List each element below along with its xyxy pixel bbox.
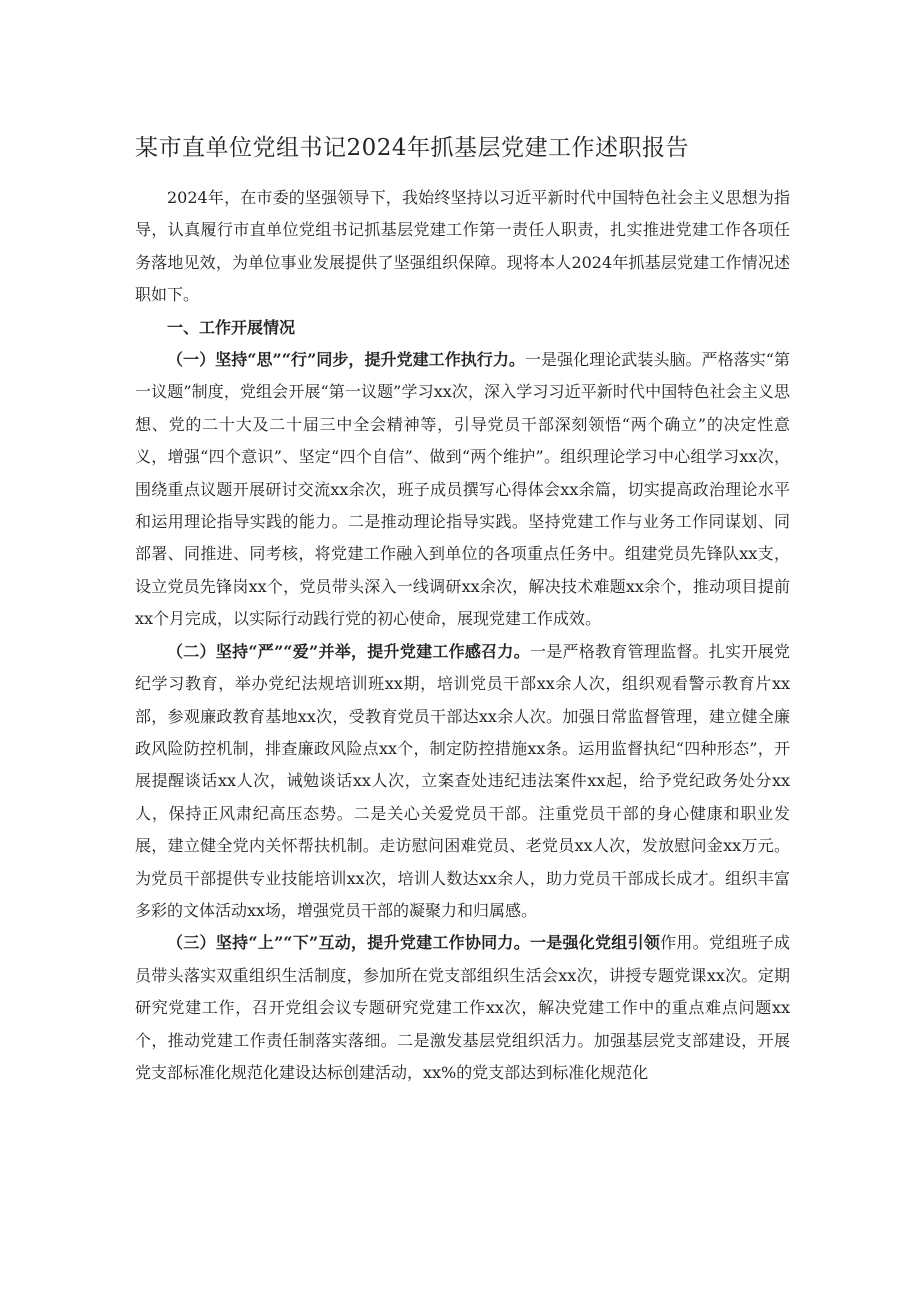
document-page <box>135 128 790 1089</box>
section-heading-work-status: 一、工作开展情况 <box>167 317 296 337</box>
item-paragraph-2 <box>135 636 790 928</box>
item-3-body: 作用。党组班子成员带头落实双重组织生活制度，参加所在党支部组织生活会xx次，讲授专题党课xx次。定期研究党建工作，召开党组会议专题研究党建工作xx次，解决党建工作中的重点难点问题xx个，推动党建工作责任制落实落细。二是激发基层党组织活力。加强基层党支部建设，开展党支部标准化规范化建设达标创建活动，xx%的党支部达到标准化规范化 <box>135 933 790 1082</box>
intro-paragraph: 2024年，在市委的坚强领导下，我始终坚持以习近平新时代中国特色社会主义思想为指导，认真履行市直单位党组书记抓基层党建工作第一责任人职责，扎实推进党建工作各项任务落地见效，为单位事业发展提供了坚强组织保障。现将本人2024年抓基层党建工作情况述职如下。 <box>135 188 790 305</box>
item-2-body: 一是严格教育管理监督。扎实开展党纪学习教育，举办党纪法规培训班xx期，培训党员干部xx余人次，组织观看警示教育片xx部，参观廉政教育基地xx次，受教育党员干部达xx余人次。加强日常监督管理，建立健全廉政风险防控机制，排查廉政风险点xx个，制定防控措施xx条。运用监督执纪“四种形态”，开展提醒谈话xx人次，诫勉谈话xx人次，立案查处违纪违法案件xx起，给予党纪政务处分xx人，保持正风肃纪高压态势。二是关心关爱党员干部。注重党员干部的身心健康和职业发展，建立健全党内关怀帮扶机制。走访慰问困难党员、老党员xx人次，发放慰问金xx万元。为党员干部提供专业技能培训xx次，培训人数达xx余人，助力党员干部成长成才。组织丰富多彩的文体活动xx场，增强党员干部的凝聚力和归属感。 <box>135 641 790 920</box>
item-1-lead: （一）坚持“思”“行”同步，提升党建工作执行力。 <box>167 350 525 370</box>
document-title: 某市直单位党组书记2024年抓基层党建工作述职报告 <box>135 135 690 161</box>
item-2-lead: （二）坚持“严”“爱”并举，提升党建工作感召力。 <box>167 641 530 661</box>
item-3-lead: （三）坚持“上”“下”互动，提升党建工作协同力。一是强化党组引领 <box>167 933 661 953</box>
item-paragraph-3 <box>135 927 790 1089</box>
item-paragraph-1 <box>135 344 790 636</box>
item-1-body: 一是强化理论武装头脑。严格落实“第一议题”制度，党组会开展“第一议题”学习xx次，深入学习习近平新时代中国特色社会主义思想、党的二十大及二十届三中全会精神等，引导党员干部深刻领悟“两个确立”的决定性意义，增强“四个意识”、坚定“四个自信”、做到“两个维护”。组织理论学习中心组学习xx次，围绕重点议题开展研讨交流xx余次，班子成员撰写心得体会xx余篇，切实提高政治理论水平和运用理论指导实践的能力。二是推动理论指导实践。坚持党建工作与业务工作同谋划、同部署、同推进、同考核，将党建工作融入到单位的各项重点任务中。组建党员先锋队xx支，设立党员先锋岗xx个，党员带头深入一线调研xx余次，解决技术难题xx余个，推动项目提前xx个月完成，以实际行动践行党的初心使命，展现党建工作成效。 <box>135 350 790 629</box>
